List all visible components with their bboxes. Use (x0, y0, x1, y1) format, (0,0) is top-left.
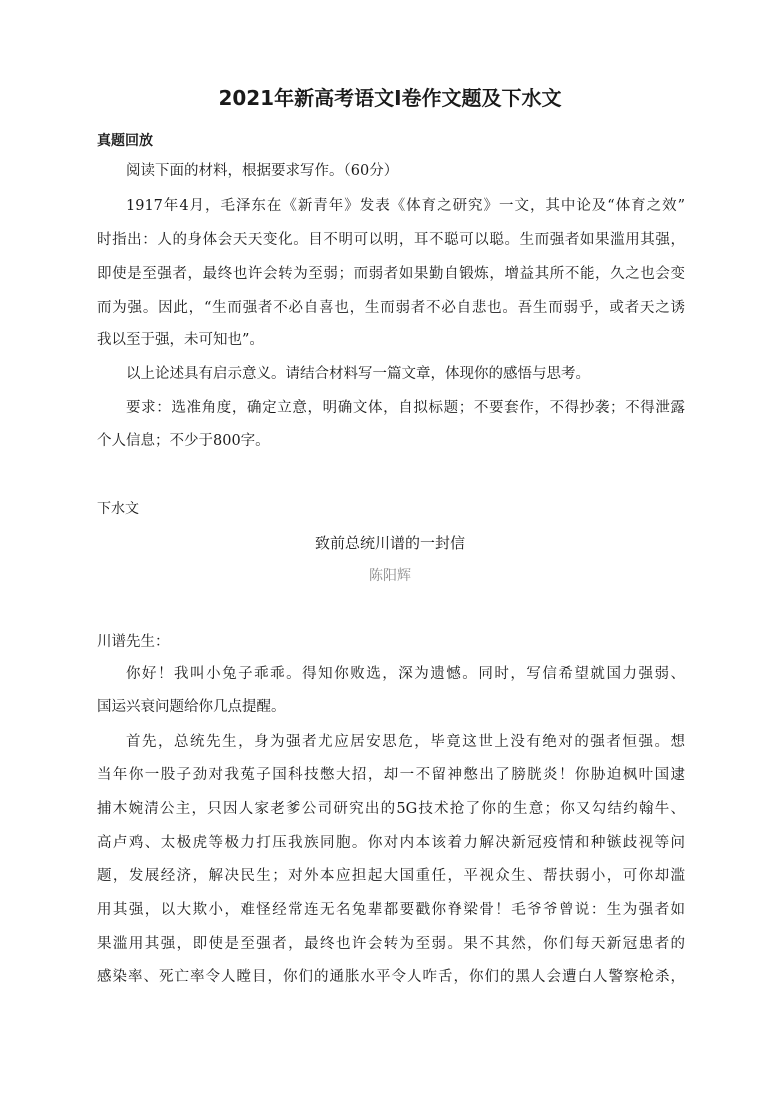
essay-line: 捕木婉清公主，只因人家老爹公司研究出的5G技术抢了你的生意；你又勾结约翰牛、 (97, 801, 685, 817)
essay-line: 首先，总统先生，身为强者尤应居安思危，毕竟这世上没有绝对的强者恒强。想 (126, 734, 685, 750)
question-line: 我以至于强，未可知也”。 (97, 332, 264, 348)
essay-section-heading: 下水文 (97, 501, 139, 517)
essay-line: 国运兴衰问题给你几点提醒。 (97, 699, 286, 715)
essay-line: 当年你一股子劲对我菟子国科技憋大招，却一不留神憋出了膀胱炎！你胁迫枫叶国逮 (97, 767, 685, 783)
question-line: 以上论述具有启示意义。请结合材料写一篇文章，体现你的感悟与思考。 (126, 366, 590, 382)
question-section-heading: 真题回放 (97, 133, 153, 149)
essay-title: 致前总统川谱的一封信 (314, 534, 465, 552)
essay-salutation: 川谱先生： (97, 634, 170, 650)
essay-line: 用其强，以大欺小，难怪经常连无名兔辈都要戳你脊梁骨！毛爷爷曾说：生为强者如 (97, 902, 685, 918)
question-line: 时指出：人的身体会天天变化。目不明可以明，耳不聪可以聪。生而强者如果滥用其强， (97, 232, 685, 248)
essay-line: 高卢鸡、太极虎等极力打压我族同胞。你对内本该着力解决新冠疫情和种镞歧视等问 (97, 835, 685, 851)
essay-line: 感染率、死亡率令人瞠目，你们的通胀水平令人咋舌，你们的黑人会遭白人警察枪杀， (97, 969, 685, 985)
essay-line: 果滥用其强，即使是至强者，最终也许会转为至弱。果不其然，你们每天新冠患者的 (97, 936, 685, 952)
question-line: 个人信息；不少于800字。 (97, 433, 270, 449)
essay-author: 陈阳辉 (369, 568, 411, 584)
essay-line: 你好！我叫小兔子乖乖。得知你败选，深为遗憾。同时，写信希望就国力强弱、 (126, 666, 685, 682)
question-line: 即使是至强者，最终也许会转为至弱；而弱者如果勤自锻炼，增益其所不能，久之也会变 (97, 266, 685, 282)
document-title: 2021年新高考语文Ⅰ卷作文题及下水文 (218, 86, 562, 110)
question-line: 而为强。因此，“生而强者不必自喜也，生而弱者不必自悲也。吾生而弱乎，或者天之诱 (97, 300, 685, 316)
question-line: 阅读下面的材料，根据要求写作。（60分） (126, 163, 399, 179)
question-line: 1917年4月，毛泽东在《新青年》发表《体育之研究》一文，其中论及“体育之效” (126, 198, 685, 214)
essay-line: 题，发展经济，解决民生；对外本应担起大国重任，平视众生、帮扶弱小，可你却滥 (97, 868, 685, 884)
question-line: 要求：选准角度，确定立意，明确文体，自拟标题；不要套作，不得抄袭；不得泄露 (126, 400, 685, 416)
